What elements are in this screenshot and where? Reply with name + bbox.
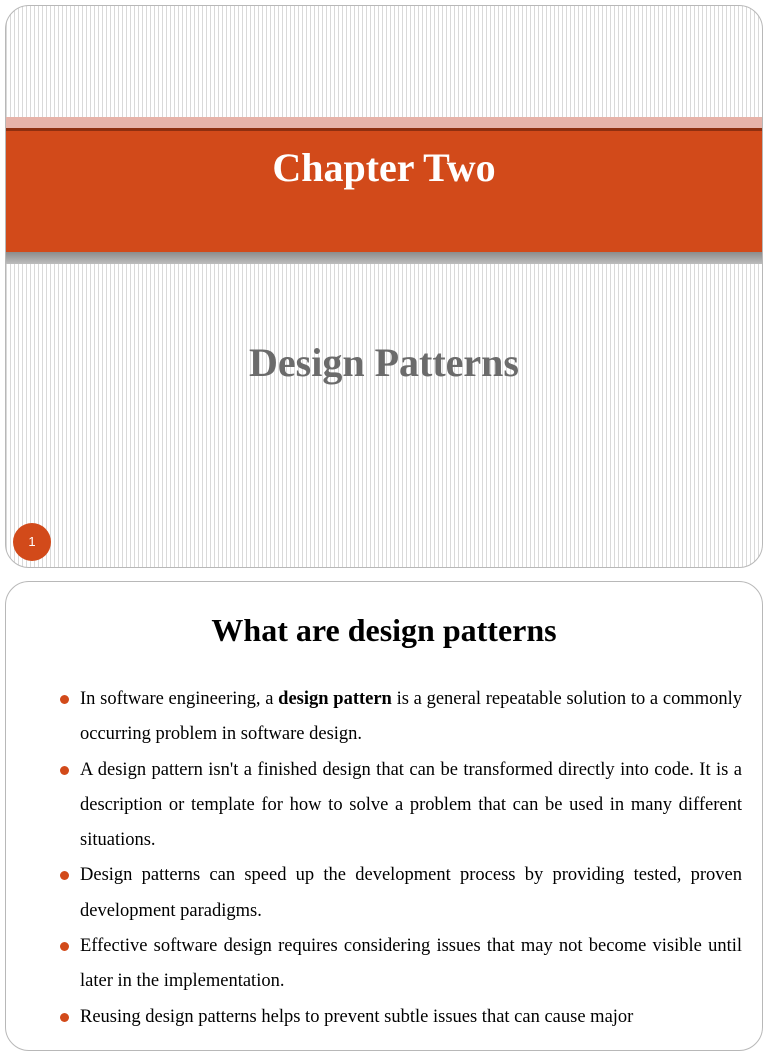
- bullet-item: [54, 1000, 742, 1035]
- content-slide: [5, 581, 763, 1051]
- slide-title: What are design patterns: [211, 612, 557, 648]
- bullet-text: Effective software design requires considering issues that may not become visible until later in the implementation.: [80, 936, 742, 992]
- bullet-dot-icon: [60, 942, 69, 951]
- bullet-item: [54, 682, 742, 753]
- bullet-text: A design pattern isn't a finished design that can be transformed directly into code. It is a description or template for how to solve a problem that can be used in many different situations.: [80, 759, 742, 851]
- title-band-highlight: [6, 117, 762, 128]
- bullet-text: Design patterns can speed up the development process by providing tested, proven development paradigms.: [80, 865, 742, 921]
- title-band-shadow: [6, 252, 762, 264]
- chapter-title: Chapter Two: [272, 145, 496, 190]
- bullet-dot-icon: [60, 766, 69, 775]
- bullet-item: [54, 858, 742, 929]
- bullet-text: is a general repeatable solution to a commonly occurring problem in software design.: [80, 689, 742, 745]
- bullet-dot-icon: [60, 871, 69, 880]
- bullet-item: [54, 929, 742, 1000]
- bullet-item: [54, 753, 742, 859]
- bullet-list: [54, 682, 742, 1035]
- bullet-dot-icon: [60, 695, 69, 704]
- bullet-text: Reusing design patterns helps to prevent subtle issues that can cause major: [80, 1006, 634, 1027]
- bullet-dot-icon: [60, 1013, 69, 1022]
- slide-subtitle: Design Patterns: [249, 340, 519, 385]
- bullet-bold-term: design pattern: [278, 689, 392, 709]
- bullet-text: In software engineering, a: [80, 689, 279, 709]
- title-slide: [5, 5, 763, 568]
- slide-number-badge: 1: [13, 523, 51, 561]
